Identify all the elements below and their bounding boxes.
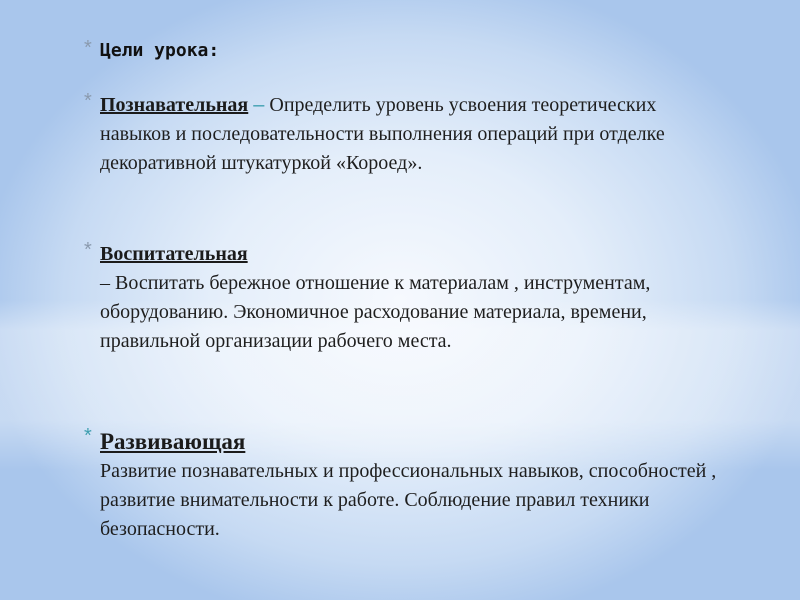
goal-text-block [100,91,720,178]
goal-description: Развитие познавательных и профессиональных навыков, способностей , развитие внимательности к работе. Соблюдение правил техники безопасности. [100,460,717,540]
bullet-icon: * [84,425,92,447]
goal-description: – Воспитать бережное отношение к материалам , инструментам, оборудованию. Экономичное расходование материала, времени, правильной организации рабочего места. [100,272,651,352]
dash-separator: – [253,94,265,116]
goal-term: Воспитательная [100,243,248,265]
goal-term: Познавательная [100,94,249,116]
goal-term: Развивающая [100,429,246,454]
bullet-icon: * [84,37,92,59]
goal-text-block [100,240,720,356]
slide-title: Цели урока: [100,40,220,61]
goal-text-block [100,426,720,544]
bullet-icon: * [84,239,92,261]
goal-description: Определить уровень усвоения теоретических навыков и последовательности выполнения операций при отделке декоративной штукатуркой «Короед». [100,94,665,174]
bullet-icon: * [84,90,92,112]
